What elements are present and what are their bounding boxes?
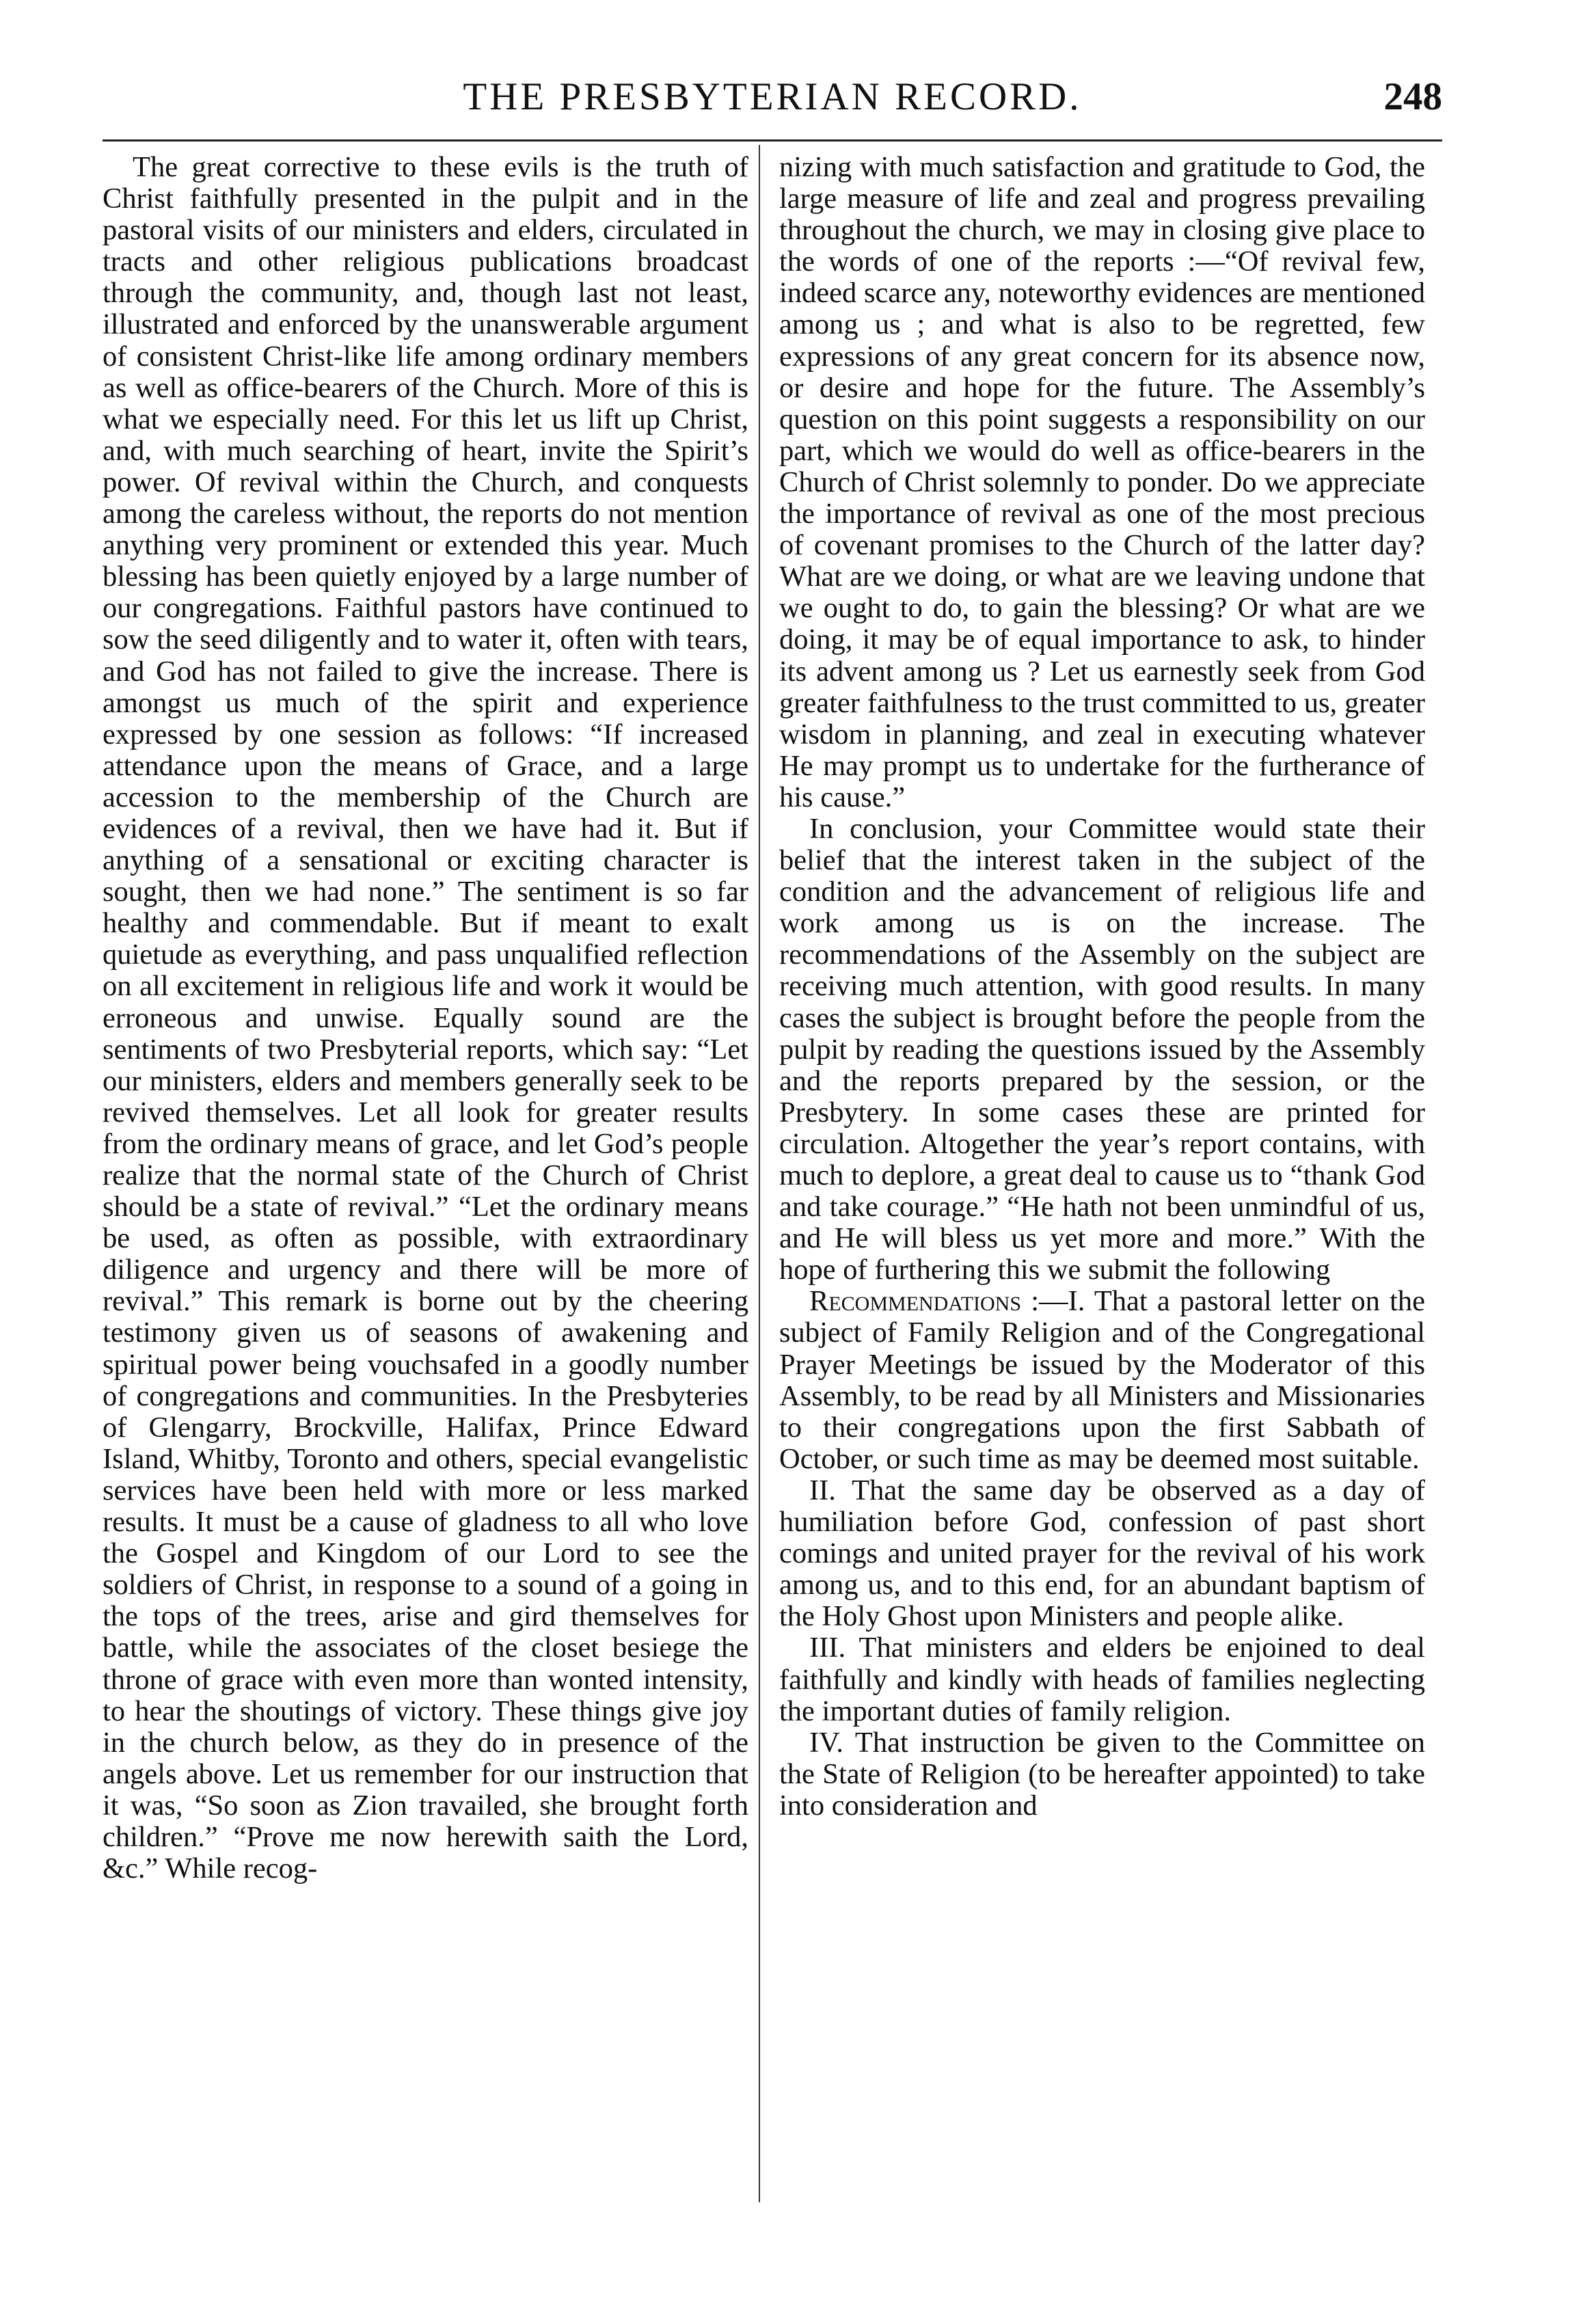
recommendations-paragraph [779, 1286, 1425, 1475]
recommendation-2: II. That the same day be observed as a day of humiliation before God, confession of past short comings and united prayer for the revival of his work among us, and to this end, for an abundant baptism of the Holy Ghost upon Ministers and people alike. [779, 1474, 1425, 1633]
right-paragraph-1: nizing with much satisfaction and gratitude to God, the large measure of life and zeal and progress prevailing throughout the church, we may in closing give place to the words of one of the reports :—“Of revival few, indeed scarce any, noteworthy evidences are mentioned among us ; and what is also to be regretted, few expressions of any great concern for its absence now, or desire and hope for the future. The Assembly’s question on this point suggests a responsibility on our part, which we would do well as office-bearers in the Church of Christ solemnly to ponder. Do we appreciate the importance of revival as one of the most precious of covenant promises to the Church of the latter day? What are we doing, or what are we leaving undone that we ought to do, to gain the blessing? Or what are we doing, it may be of equal importance to ask, to hinder its advent among us ? Let us earnestly seek from God greater faithfulness to the trust committed to us, greater wisdom in planning, and zeal in executing whatever He may prompt us to undertake for the furtherance of his cause.” [779, 152, 1425, 813]
page-header [103, 70, 1442, 124]
left-column [103, 152, 748, 2202]
recommendation-4: IV. That instruction be given to the Committee on the State of Religion (to be hereafter appointed) to take into consideration and [779, 1726, 1425, 1822]
recommendations-heading: Recommendations [809, 1285, 1022, 1318]
page-number: 248 [1383, 75, 1442, 118]
header-rule [103, 139, 1442, 141]
right-column [779, 152, 1425, 2202]
recommendation-1: :—I. That a pastoral letter on the subject of Family Religion and of the Congregational Prayer Meetings be issued by the Moderator of this Assembly, to be read by all Ministers and Missionaries to their congregations upon the first Sabbath of October, or such time as may be deemed most suitable. [779, 1285, 1425, 1475]
left-paragraph-1: The great corrective to these evils is the truth of Christ faithfully presented in the pulpit and in the pastoral visits of our ministers and elders, circulated in tracts and other religious publications broadcast through the community, and, though last not least, illustrated and enforced by the unanswerable argument of consistent Christ-like life among ordinary members as well as office-bearers of the Church. More of this is what we especially need. For this let us lift up Christ, and, with much searching of heart, invite the Spirit’s power. Of revival within the Church, and conquests among the careless without, the reports do not mention anything very prominent or extended this year. Much blessing has been quietly enjoyed by a large number of our congregations. Faithful pastors have continued to sow the seed diligently and to water it, often with tears, and God has not failed to give the increase. There is amongst us much of the spirit and experience expressed by one session as follows: “If increased attendance upon the means of Grace, and a large accession to the membership of the Church are evidences of a revival, then we have had it. But if anything of a sensational or exciting character is sought, then we had none.” The sentiment is so far healthy and commendable. But if meant to exalt quietude as everything, and pass unqualified reflection on all excitement in religious life and work it would be erroneous and unwise. Equally sound are the sentiments of two Presbyterial reports, which say: “Let our ministers, elders and members generally seek to be revived themselves. Let all look for greater results from the ordinary means of grace, and let God’s people realize that the normal state of the Church of Christ should be a state of revival.” “Let the ordinary means be used, as often as possible, with extraordinary diligence and urgency and there will be more of revival.” This remark is borne out by the cheering testimony given us of seasons of awakening and spiritual power being vouchsafed in a goodly number of congregations and communities. In the Presbyteries of Glengarry, Brockville, Halifax, Prince Edward Island, Whitby, Toronto and others, special evangelistic services have been held with more or less marked results. It must be a cause of gladness to all who love the Gospel and Kingdom of our Lord to see the soldiers of Christ, in response to a sound of a going in the tops of the trees, arise and gird themselves for battle, while the associates of the closet besiege the throne of grace with even more than wonted intensity, to hear the shoutings of victory. These things give joy in the church below, as they do in presence of the angels above. Let us remember for our instruction that it was, “So soon as Zion travailed, she brought forth children.” “Prove me now herewith saith the Lord, &c.” While recog- [103, 152, 748, 1885]
column-divider [759, 145, 760, 2202]
right-paragraph-2: In conclusion, your Committee would state their belief that the interest taken in the subject of the condition and the advancement of religious life and work among us is on the increase. The recommendations of the Assembly on the subject are receiving much attention, with good results. In many cases the subject is brought before the people from the pulpit by reading the questions issued by the Assembly and the reports prepared by the session, or the Presbytery. In some cases these are printed for circulation. Altogether the year’s report contains, with much to deplore, a great deal to cause us to “thank God and take courage.” “He hath not been unmindful of us, and He will bless us yet more and more.” With the hope of furthering this we submit the following [779, 812, 1425, 1286]
running-title: THE PRESBYTERIAN RECORD. [463, 75, 1082, 118]
recommendation-3: III. That ministers and elders be enjoined to deal faithfully and kindly with heads of families neglecting the important duties of family religion. [779, 1632, 1425, 1727]
